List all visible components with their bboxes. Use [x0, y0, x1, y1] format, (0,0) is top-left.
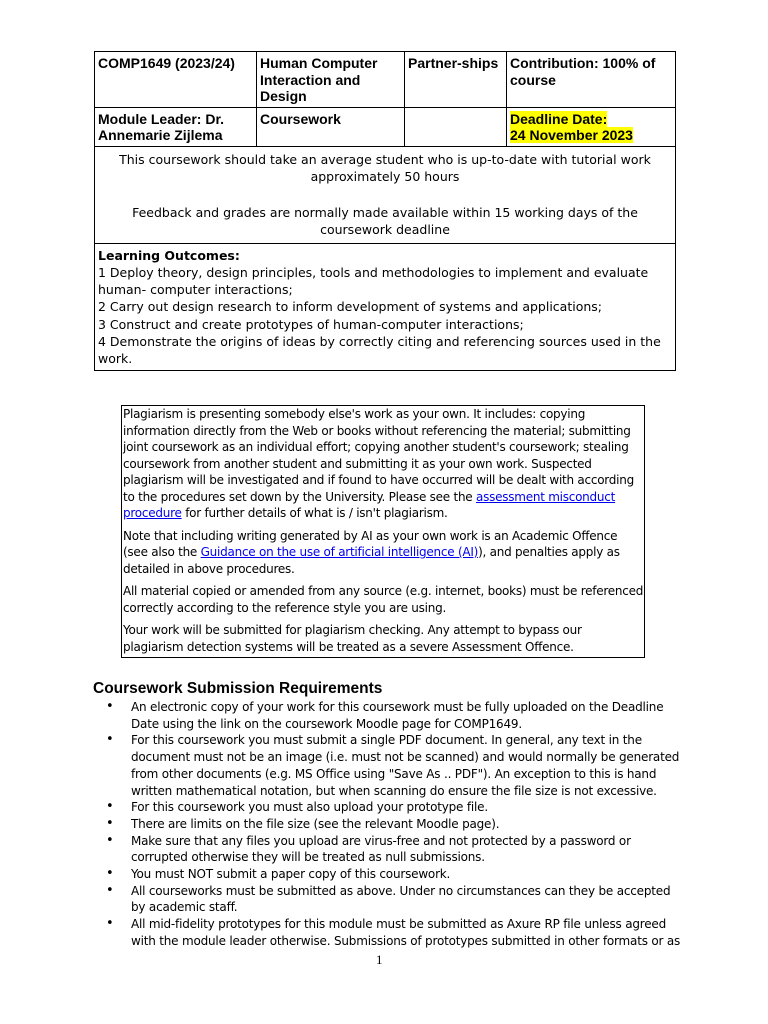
learning-outcomes-cell [95, 243, 676, 370]
requirements-list [94, 699, 684, 950]
assessment-misconduct-link[interactable]: assessment misconduct procedure [123, 489, 616, 520]
list-item: • There are limits on the file size (see the relevant Moodle page). [94, 816, 684, 833]
workload-text: This coursework should take an average student who is up-to-date with tutorial work approximately 50 hours [119, 151, 651, 184]
table-row [95, 243, 676, 370]
module-title: Human Computer Interaction and Design [257, 52, 405, 108]
list-item: • All courseworks must be submitted as above. Under no circumstances can they be accepted by academic staff. [94, 883, 684, 916]
plagiarism-paragraph-4: Your work will be submitted for plagiarism checking. Any attempt to bypass our plagiarism detection systems will be treated as a severe Assessment Offence. [123, 623, 582, 654]
list-item: • Make sure that any files you upload are virus-free and not protected by a password or corrupted otherwise they will be treated as null submissions. [94, 833, 684, 866]
list-item: • An electronic copy of your work for this coursework must be fully uploaded on the Deadline Date using the link on the coursework Moodle page for COMP1649. [94, 699, 684, 732]
empty-cell [405, 107, 507, 146]
list-item: • All mid-fidelity prototypes for this module must be submitted as Axure RP file unless agreed with the module leader otherwise. Submissions of prototypes submitted in other formats or as [94, 916, 684, 949]
table-row [95, 146, 676, 243]
submission-requirements-heading: Coursework Submission Requirements [93, 680, 383, 697]
module-code: COMP1649 (2023/24) [95, 52, 257, 108]
list-item: • For this coursework you must also upload your prototype file. [94, 799, 684, 816]
learning-outcomes-title: Learning Outcomes: [98, 247, 240, 263]
learning-outcome-2: 2 Carry out design research to inform development of systems and applications; [98, 299, 603, 315]
deadline-cell [507, 107, 676, 146]
table-row [95, 52, 676, 108]
assessment-type: Coursework [257, 107, 405, 146]
learning-outcome-3: 3 Construct and create prototypes of human-computer interactions; [98, 316, 524, 332]
contribution-cell: Contribution: 100% of course [507, 52, 676, 108]
feedback-text: Feedback and grades are normally made available within 15 working days of the coursework deadline [132, 204, 638, 237]
partnerships-cell: Partner-ships [405, 52, 507, 108]
list-item: • For this coursework you must submit a single PDF document. In general, any text in the document must not be an image (i.e. must not be scanned) and would normally be generated from other documents (e.g. MS Office using "Save As .. PDF"). An exception to this is hand written mathematical notation, but when scanning do ensure the file size is not excessive. [94, 732, 684, 799]
plagiarism-paragraph-3: All material copied or amended from any source (e.g. internet, books) must be referenced correctly according to the reference style you are using. [123, 584, 644, 615]
module-info-table [94, 51, 676, 371]
plagiarism-notice [121, 405, 645, 658]
plagiarism-paragraph-1: Plagiarism is presenting somebody else's work as your own. It includes: copying information directly from the Web or books without referencing the material; submitting joint coursework as an individual effort; copying another student's coursework; stealing coursework from another student and submitting it as your own work. Suspected plagiarism will be investigated and if found to have occurred will be dealt with according to the procedures set down by the University. Please see the assessment misconduct procedure for further details of what is / isn't plagiarism. [123, 407, 634, 520]
learning-outcome-4: 4 Demonstrate the origins of ideas by correctly citing and referencing sources used in the work. [98, 333, 661, 367]
deadline-label: Deadline Date: [510, 110, 608, 127]
table-row [95, 107, 676, 146]
list-item: • You must NOT submit a paper copy of this coursework. [94, 866, 684, 883]
deadline-date: 24 November 2023 [510, 127, 633, 143]
plagiarism-paragraph-2: Note that including writing generated by AI as your own work is an Academic Offence (see also the Guidance on the use of artificial intelligence (AI)), and penalties apply as detailed in above procedures. [123, 528, 620, 576]
workload-feedback-cell [95, 146, 676, 243]
ai-guidance-link[interactable]: Guidance on the use of artificial intelligence (AI) [200, 545, 479, 559]
module-leader: Module Leader: Dr. Annemarie Zijlema [95, 107, 257, 146]
learning-outcome-1: 1 Deploy theory, design principles, tools and methodologies to implement and evaluate human- computer interactions; [98, 264, 649, 298]
page-number: 1 [376, 952, 383, 967]
